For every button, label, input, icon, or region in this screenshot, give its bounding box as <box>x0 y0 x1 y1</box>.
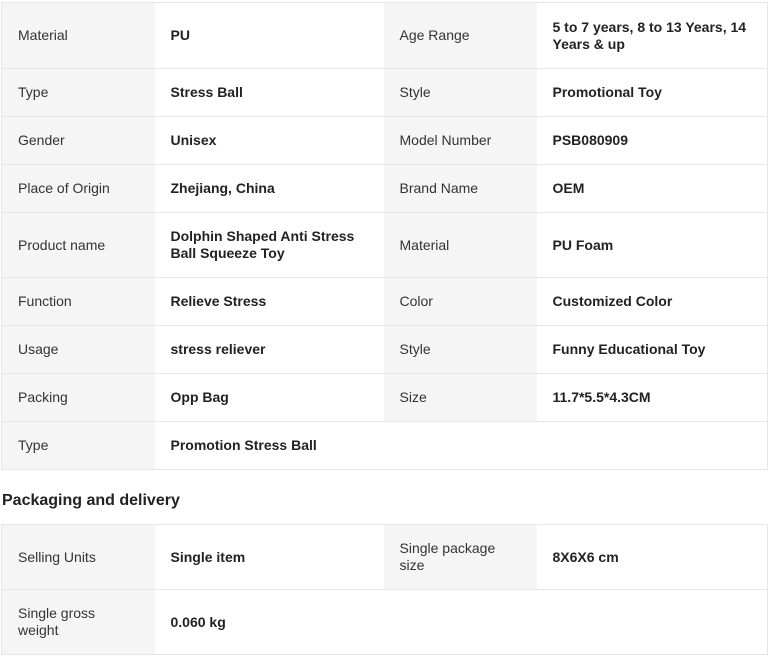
table-row <box>2 213 768 278</box>
attribute-value: PU Foam <box>537 213 768 278</box>
attribute-label: Material <box>384 213 537 278</box>
attribute-label: Function <box>2 278 155 326</box>
attribute-label: Gender <box>2 117 155 165</box>
attribute-value: Relieve Stress <box>155 278 384 326</box>
attribute-label: Model Number <box>384 117 537 165</box>
empty-cell <box>384 422 537 470</box>
section-title: Packaging and delivery <box>2 492 180 509</box>
empty-cell <box>537 422 768 470</box>
table-row <box>2 525 768 590</box>
attribute-value: Funny Educational Toy <box>537 326 768 374</box>
attribute-value: PU <box>155 3 384 69</box>
empty-cell <box>384 590 537 655</box>
attribute-label: Brand Name <box>384 165 537 213</box>
attribute-value: Promotional Toy <box>537 69 768 117</box>
table-row <box>2 374 768 422</box>
attribute-label: Single gross weight <box>2 590 155 655</box>
attribute-value: Stress Ball <box>155 69 384 117</box>
attribute-label: Color <box>384 278 537 326</box>
table-row <box>2 590 768 655</box>
attribute-value: Zhejiang, China <box>155 165 384 213</box>
attribute-label: Style <box>384 69 537 117</box>
attribute-label: Place of Origin <box>2 165 155 213</box>
attribute-value: PSB080909 <box>537 117 768 165</box>
specifications-table <box>1 2 768 470</box>
attribute-value: 11.7*5.5*4.3CM <box>537 374 768 422</box>
packaging-table <box>1 524 768 655</box>
table-row <box>2 69 768 117</box>
table-row <box>2 117 768 165</box>
attribute-value: 8X6X6 cm <box>537 525 768 590</box>
attribute-label: Single package size <box>384 525 537 590</box>
attribute-value: Dolphin Shaped Anti Stress Ball Squeeze Toy <box>155 213 384 278</box>
attribute-value: OEM <box>537 165 768 213</box>
attribute-label: Style <box>384 326 537 374</box>
table-row <box>2 165 768 213</box>
table-row <box>2 422 768 470</box>
attribute-value: 5 to 7 years, 8 to 13 Years, 14 Years & up <box>537 3 768 69</box>
attribute-label: Usage <box>2 326 155 374</box>
attribute-label: Type <box>2 422 155 470</box>
attribute-label: Product name <box>2 213 155 278</box>
table-row <box>2 326 768 374</box>
attribute-value: Promotion Stress Ball <box>155 422 384 470</box>
attribute-value: Unisex <box>155 117 384 165</box>
empty-cell <box>537 590 768 655</box>
attribute-value: 0.060 kg <box>155 590 384 655</box>
attribute-label: Size <box>384 374 537 422</box>
attribute-label: Selling Units <box>2 525 155 590</box>
attribute-value: stress reliever <box>155 326 384 374</box>
attribute-value: Customized Color <box>537 278 768 326</box>
table-row <box>2 278 768 326</box>
attribute-label: Material <box>2 3 155 69</box>
attribute-label: Type <box>2 69 155 117</box>
attribute-value: Opp Bag <box>155 374 384 422</box>
attribute-label: Packing <box>2 374 155 422</box>
attribute-value: Single item <box>155 525 384 590</box>
attribute-label: Age Range <box>384 3 537 69</box>
table-row <box>2 3 768 69</box>
